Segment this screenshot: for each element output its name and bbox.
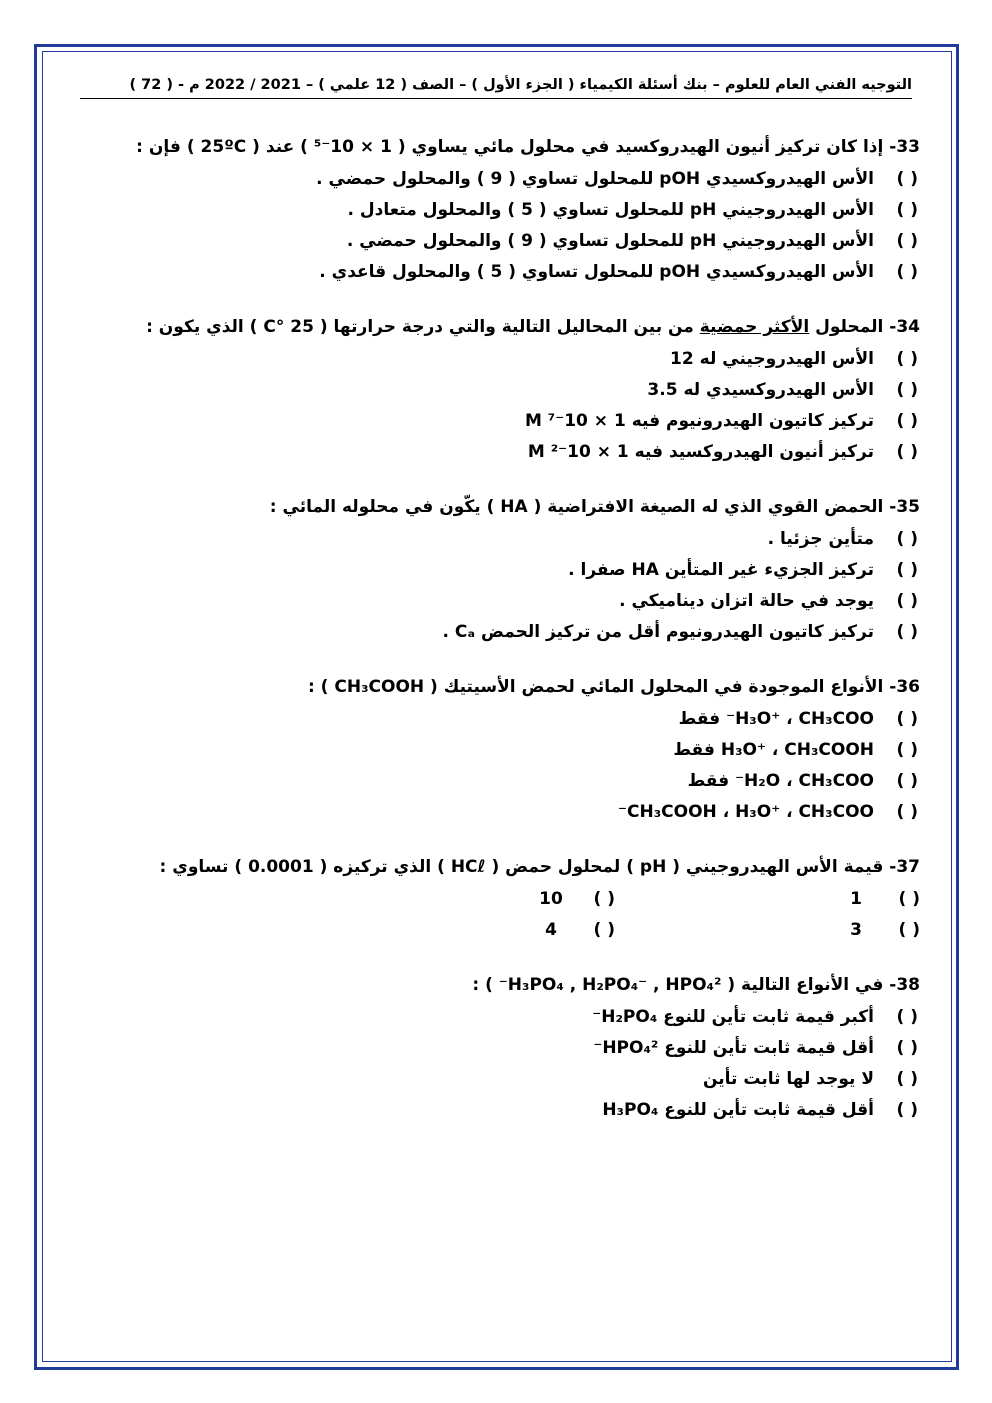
answer-parentheses[interactable]: ( ) — [898, 889, 920, 909]
question-35-option-3[interactable] — [80, 586, 920, 617]
answer-parentheses[interactable]: ( ) — [593, 920, 615, 940]
answer-parentheses[interactable]: ( ) — [896, 560, 918, 580]
option-text: 3 — [850, 920, 862, 940]
question-38 — [80, 968, 920, 1126]
question-35-stem: 35- الحمض القوي الذي له الصيغة الافتراضية ( HA ) يكّون في محلوله المائي : — [269, 497, 920, 517]
option-text: يوجد في حالة اتزان ديناميكي . — [619, 591, 874, 611]
answer-parentheses[interactable]: ( ) — [896, 1007, 918, 1027]
answer-parentheses[interactable]: ( ) — [896, 349, 918, 369]
option-text: 4 — [545, 920, 557, 940]
option-text: أكبر قيمة ثابت تأين للنوع H₂PO₄⁻ — [592, 1007, 874, 1027]
answer-parentheses[interactable]: ( ) — [896, 1038, 918, 1058]
question-34-option-3[interactable] — [80, 406, 920, 437]
answer-parentheses[interactable]: ( ) — [896, 231, 918, 251]
question-33-option-1[interactable] — [80, 164, 920, 195]
question-38-option-2[interactable] — [80, 1033, 920, 1064]
option-text: لا يوجد لها ثابت تأين — [702, 1069, 874, 1089]
question-37 — [80, 850, 920, 946]
question-33-stem: 33- إذا كان تركيز أنيون الهيدروكسيد في محلول مائي يساوي ( 1 × 10⁻⁵ ) عند ( 25ºC ) فإن : — [136, 137, 920, 157]
answer-parentheses[interactable]: ( ) — [896, 802, 918, 822]
question-35-option-2[interactable] — [80, 555, 920, 586]
option-text: الأس الهيدروكسيدي pOH للمحلول تساوي ( 5 ) والمحلول قاعدي . — [319, 262, 874, 282]
option-text: تركيز الجزيء غير المتأين HA صفرا . — [568, 560, 874, 580]
option-text: CH₃COOH ، H₃O⁺ ، CH₃COO⁻ — [618, 802, 874, 822]
question-37-option-4[interactable] — [310, 915, 615, 946]
answer-parentheses[interactable]: ( ) — [896, 1069, 918, 1089]
option-text: تركيز أنيون الهيدروكسيد فيه 1 × 10⁻² M — [527, 442, 874, 462]
question-38-stem: 38- في الأنواع التالية ( H₃PO₄ , H₂PO₄⁻ , HPO₄²⁻ ) : — [472, 975, 920, 995]
option-text: الأس الهيدروجيني له 12 — [670, 349, 874, 369]
option-text: H₃O⁺ ، CH₃COO⁻ فقط — [678, 709, 874, 729]
questions-container — [80, 130, 920, 1126]
question-37-option-2[interactable] — [310, 884, 615, 915]
question-38-option-4[interactable] — [80, 1095, 920, 1126]
option-text: الأس الهيدروكسيدي pOH للمحلول تساوي ( 9 ) والمحلول حمضي . — [316, 169, 874, 189]
question-33 — [80, 130, 920, 288]
option-text: أقل قيمة ثابت تأين للنوع H₃PO₄ — [602, 1100, 874, 1120]
question-37-option-1[interactable] — [615, 884, 920, 915]
option-text: متأين جزئيا . — [767, 529, 874, 549]
page-header: التوجيه الفني العام للعلوم – بنك أسئلة الكيمياء ( الجزء الأول ) – الصف ( 12 علمي ) – 2021 / 2022 م - ( 72 ) — [80, 74, 912, 99]
option-text: 1 — [850, 889, 862, 909]
question-34 — [80, 310, 920, 468]
option-text: H₂O ، CH₃COO⁻ فقط — [687, 771, 874, 791]
answer-parentheses[interactable]: ( ) — [896, 622, 918, 642]
option-text: أقل قيمة ثابت تأين للنوع HPO₄²⁻ — [593, 1038, 874, 1058]
answer-parentheses[interactable]: ( ) — [593, 889, 615, 909]
question-37-option-3[interactable] — [615, 915, 920, 946]
option-text: الأس الهيدروجيني pH للمحلول تساوي ( 5 ) والمحلول متعادل . — [347, 200, 874, 220]
question-34-option-1[interactable] — [80, 344, 920, 375]
question-35-option-4[interactable] — [80, 617, 920, 648]
question-34-option-2[interactable] — [80, 375, 920, 406]
option-text: 10 — [539, 889, 563, 909]
option-text: الأس الهيدروكسيدي له 3.5 — [647, 380, 874, 400]
question-34-stem — [80, 310, 920, 344]
answer-parentheses[interactable]: ( ) — [896, 771, 918, 791]
question-37-stem: 37- قيمة الأس الهيدروجيني ( pH ) لمحلول حمض ( HCℓ ) الذي تركيزه ( 0.0001 ) تساوي : — [159, 857, 920, 877]
question-33-option-4[interactable] — [80, 257, 920, 288]
stem-part: 34- المحلول — [809, 317, 920, 337]
question-38-option-1[interactable] — [80, 1002, 920, 1033]
answer-parentheses[interactable]: ( ) — [896, 1100, 918, 1120]
question-38-option-3[interactable] — [80, 1064, 920, 1095]
answer-parentheses[interactable]: ( ) — [896, 529, 918, 549]
question-35-option-1[interactable] — [80, 524, 920, 555]
stem-underlined: الأكثر حمضية — [699, 317, 810, 337]
answer-parentheses[interactable]: ( ) — [896, 591, 918, 611]
question-36-option-2[interactable] — [80, 735, 920, 766]
answer-parentheses[interactable]: ( ) — [896, 169, 918, 189]
option-text: H₃O⁺ ، CH₃COOH فقط — [673, 740, 874, 760]
answer-parentheses[interactable]: ( ) — [896, 411, 918, 431]
answer-parentheses[interactable]: ( ) — [896, 380, 918, 400]
question-36 — [80, 670, 920, 828]
answer-parentheses[interactable]: ( ) — [896, 262, 918, 282]
question-33-option-3[interactable] — [80, 226, 920, 257]
answer-parentheses[interactable]: ( ) — [898, 920, 920, 940]
question-37-options-row-2 — [80, 915, 920, 946]
option-text: تركيز كاتيون الهيدرونيوم فيه 1 × 10⁻⁷ M — [524, 411, 874, 431]
question-35 — [80, 490, 920, 648]
question-36-stem: 36- الأنواع الموجودة في المحلول المائي لحمض الأسيتيك ( CH₃COOH ) : — [307, 677, 920, 697]
answer-parentheses[interactable]: ( ) — [896, 442, 918, 462]
answer-parentheses[interactable]: ( ) — [896, 740, 918, 760]
answer-parentheses[interactable]: ( ) — [896, 200, 918, 220]
answer-parentheses[interactable]: ( ) — [896, 709, 918, 729]
question-36-option-4[interactable] — [80, 797, 920, 828]
stem-part: من بين المحاليل التالية والتي درجة حرارتها ( 25 °C ) الذي يكون : — [146, 317, 700, 337]
question-34-option-4[interactable] — [80, 437, 920, 468]
question-37-options-row-1 — [80, 884, 920, 915]
question-33-option-2[interactable] — [80, 195, 920, 226]
question-36-option-1[interactable] — [80, 704, 920, 735]
option-text: تركيز كاتيون الهيدرونيوم أقل من تركيز الحمض Cₐ . — [442, 622, 874, 642]
option-text: الأس الهيدروجيني pH للمحلول تساوي ( 9 ) والمحلول حمضي . — [346, 231, 874, 251]
question-36-option-3[interactable] — [80, 766, 920, 797]
